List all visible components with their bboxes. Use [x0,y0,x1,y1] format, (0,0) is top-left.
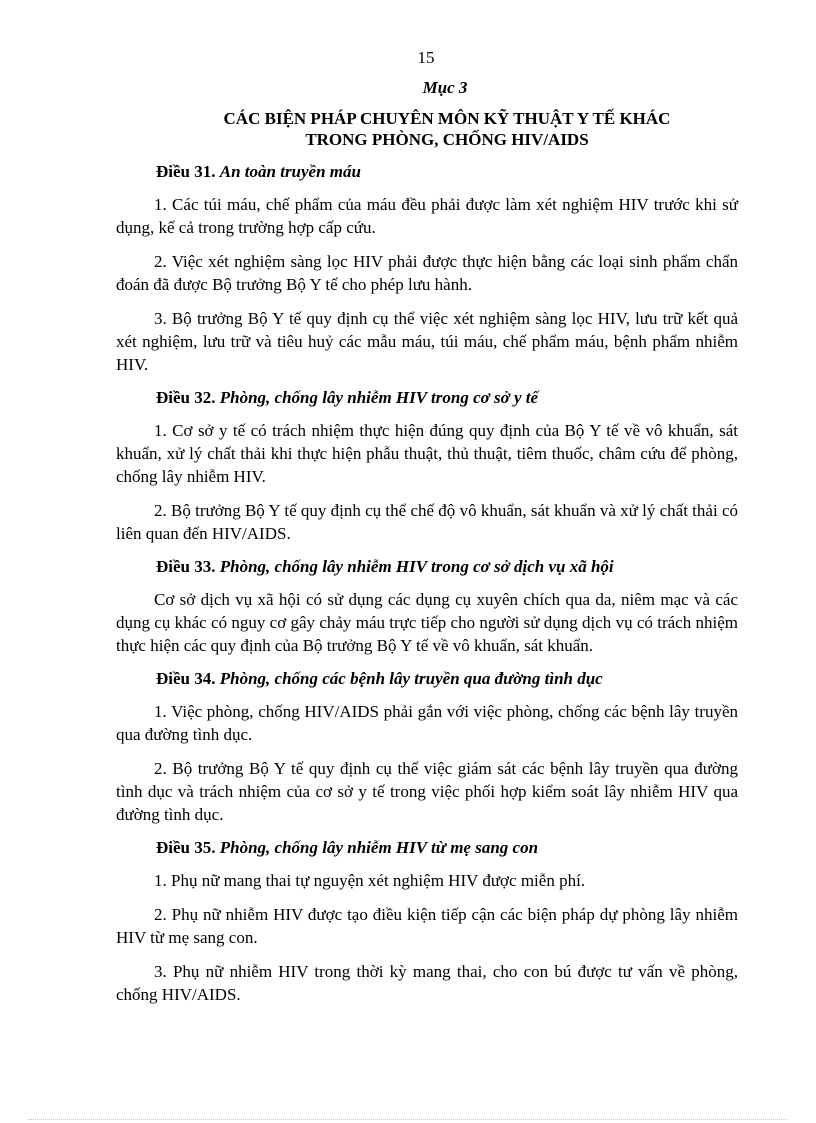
article-title: Phòng, chống lây nhiễm HIV từ mẹ sang con [219,838,539,857]
article-paragraph: 1. Phụ nữ mang thai tự nguyện xét nghiệm HIV được miễn phí. [154,871,586,890]
article-heading [116,837,738,858]
article-number: Điều 34. [156,669,216,688]
article-number: Điều 33. [156,557,216,576]
page-number: 15 [417,48,435,67]
article-paragraph: 2. Phụ nữ nhiễm HIV được tạo điều kiện tiếp cận các biện pháp dự phòng lây nhiễm HIV từ mẹ sang con. [116,905,738,947]
section-label: Mục 3 [422,78,468,97]
section-title-line-1: CÁC BIỆN PHÁP CHUYÊN MÔN KỸ THUẬT Y TẾ KHÁC [223,109,671,128]
article-heading [116,161,738,182]
article-paragraph: 1. Các túi máu, chế phẩm của máu đều phải được làm xét nghiệm HIV trước khi sử dụng, kể cả trong trường hợp cấp cứu. [116,195,738,237]
page-bottom-rule [28,1119,788,1120]
section-title [116,108,738,150]
section-title-line-2: TRONG PHÒNG, CHỐNG HIV/AIDS [305,130,589,149]
article-heading [116,556,738,577]
article-number: Điều 32. [156,388,216,407]
article-paragraph: 2. Bộ trưởng Bộ Y tế quy định cụ thể việc giám sát các bệnh lây truyền qua đường tình dục và trách nhiệm của cơ sở y tế trong việc phối hợp kiểm soát lây nhiễm HIV qua đường tình dục. [116,759,738,824]
article-paragraph: Cơ sở dịch vụ xã hội có sử dụng các dụng cụ xuyên chích qua da, niêm mạc và các dụng cụ khác có nguy cơ gây chảy máu trực tiếp cho người sử dụng dịch vụ có trách nhiệm thực hiện các quy định của Bộ trưởng Bộ Y tế về vô khuẩn, sát khuẩn. [116,590,738,655]
article-35 [116,837,738,1006]
article-paragraph: 1. Cơ sở y tế có trách nhiệm thực hiện đúng quy định của Bộ Y tế về vô khuẩn, sát khuẩn, xử lý chất thải khi thực hiện phẫu thuật, thủ thuật, tiêm thuốc, châm cứu để phòng, chống lây nhiễm HIV. [116,421,738,486]
article-number: Điều 31. [156,162,216,181]
article-paragraph: 2. Việc xét nghiệm sàng lọc HIV phải được thực hiện bằng các loại sinh phẩm chẩn đoán đã được Bộ trưởng Bộ Y tế cho phép lưu hành. [116,252,738,294]
article-31 [116,161,738,376]
article-paragraph: 2. Bộ trưởng Bộ Y tế quy định cụ thể chế độ vô khuẩn, sát khuẩn và xử lý chất thải có liên quan đến HIV/AIDS. [116,501,738,543]
article-heading [116,668,738,689]
article-paragraph: 3. Phụ nữ nhiễm HIV trong thời kỳ mang thai, cho con bú được tư vấn về phòng, chống HIV/AIDS. [116,962,738,1004]
document-body [116,78,738,1017]
article-paragraph: 1. Việc phòng, chống HIV/AIDS phải gắn với việc phòng, chống các bệnh lây truyền qua đường tình dục. [116,702,738,744]
article-title: Phòng, chống các bệnh lây truyền qua đường tình dục [219,669,603,688]
article-number: Điều 35. [156,838,216,857]
article-paragraph: 3. Bộ trưởng Bộ Y tế quy định cụ thể việc xét nghiệm sàng lọc HIV, lưu trữ kết quả xét nghiệm, lưu trữ và tiêu huỷ các mẫu máu, túi máu, chế phẩm máu, bệnh phẩm nhiễm HIV. [116,309,738,374]
article-heading [116,387,738,408]
article-33 [116,556,738,657]
article-title: Phòng, chống lây nhiễm HIV trong cơ sở y tế [219,388,539,407]
article-title: Phòng, chống lây nhiễm HIV trong cơ sở dịch vụ xã hội [219,557,614,576]
article-title: An toàn truyền máu [219,162,361,181]
article-32 [116,387,738,545]
article-34 [116,668,738,826]
